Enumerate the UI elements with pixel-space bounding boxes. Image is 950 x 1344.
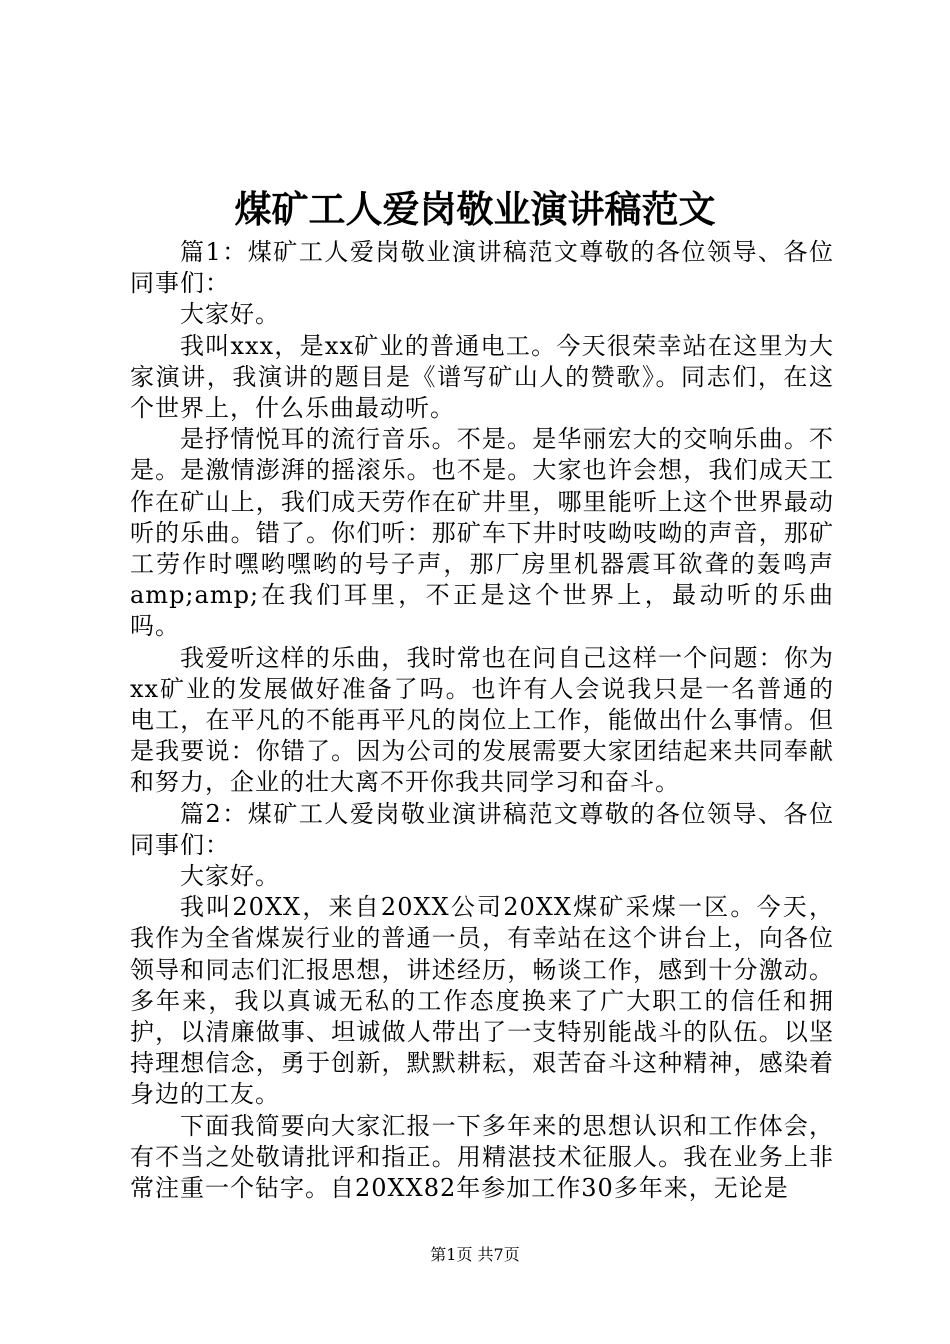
paragraph: 是抒情悦耳的流行音乐。不是。是华丽宏大的交响乐曲。不是。是激情澎湃的摇滚乐。也不是。大家也许会想，我们成天工作在矿山上，我们成天劳作在矿井里，哪里能听上这个世界最动听的乐曲。错了。你们听：那矿车下井时吱呦吱呦的声音，那矿工劳作时嘿哟嘿哟的号子声，那厂房里机器震耳欲聋的轰鸣声amp;amp;在我们耳里，不正是这个世界上，最动听的乐曲吗。 [130,425,834,641]
paragraph: 大家好。 [180,862,280,891]
paragraph: 篇1：煤矿工人爱岗敬业演讲稿范文尊敬的各位领导、各位同事们： [130,238,834,298]
paragraph: 我叫xxx，是xx矿业的普通电工。今天很荣幸站在这里为大家演讲，我演讲的题目是《谱写矿山人的赞歌》。同志们，在这个世界上，什么乐曲最动听。 [130,331,834,423]
paragraph: 下面我简要向大家汇报一下多年来的思想认识和工作体会，有不当之处敬请批评和指正。用精湛技术征服人。我在业务上非常注重一个钻字。自20XX82年参加工作30多年来，无论是 [130,1111,834,1203]
paragraph: 篇2：煤矿工人爱岗敬业演讲稿范文尊敬的各位领导、各位同事们： [130,799,834,859]
paragraph: 大家好。 [180,300,280,329]
paragraph: 我叫20XX，来自20XX公司20XX煤矿采煤一区。今天，我作为全省煤炭行业的普通一员，有幸站在这个讲台上，向各位领导和同志们汇报思想，讲述经历，畅谈工作，感到十分激动。多年来，我以真诚无私的工作态度换来了广大职工的信任和拥护，以清廉做事、坦诚做人带出了一支特别能战斗的队伍。以坚持理想信念，勇于创新，默默耕耘，艰苦奋斗这种精神，感染着身边的工友。 [130,893,834,1109]
document-title: 煤矿工人爱岗敬业演讲稿范文 [234,187,716,231]
paragraph: 我爱听这样的乐曲，我时常也在问自己这样一个问题：你为xx矿业的发展做好准备了吗。也许有人会说我只是一名普通的电工，在平凡的不能再平凡的岗位上工作，能做出什么事情。但是我要说：你错了。因为公司的发展需要大家团结起来共同奉献和努力，企业的壮大离不开你我共同学习和奋斗。 [130,643,834,797]
document-body [130,237,834,1204]
page-footer: 第1页 共7页 [430,1245,520,1264]
